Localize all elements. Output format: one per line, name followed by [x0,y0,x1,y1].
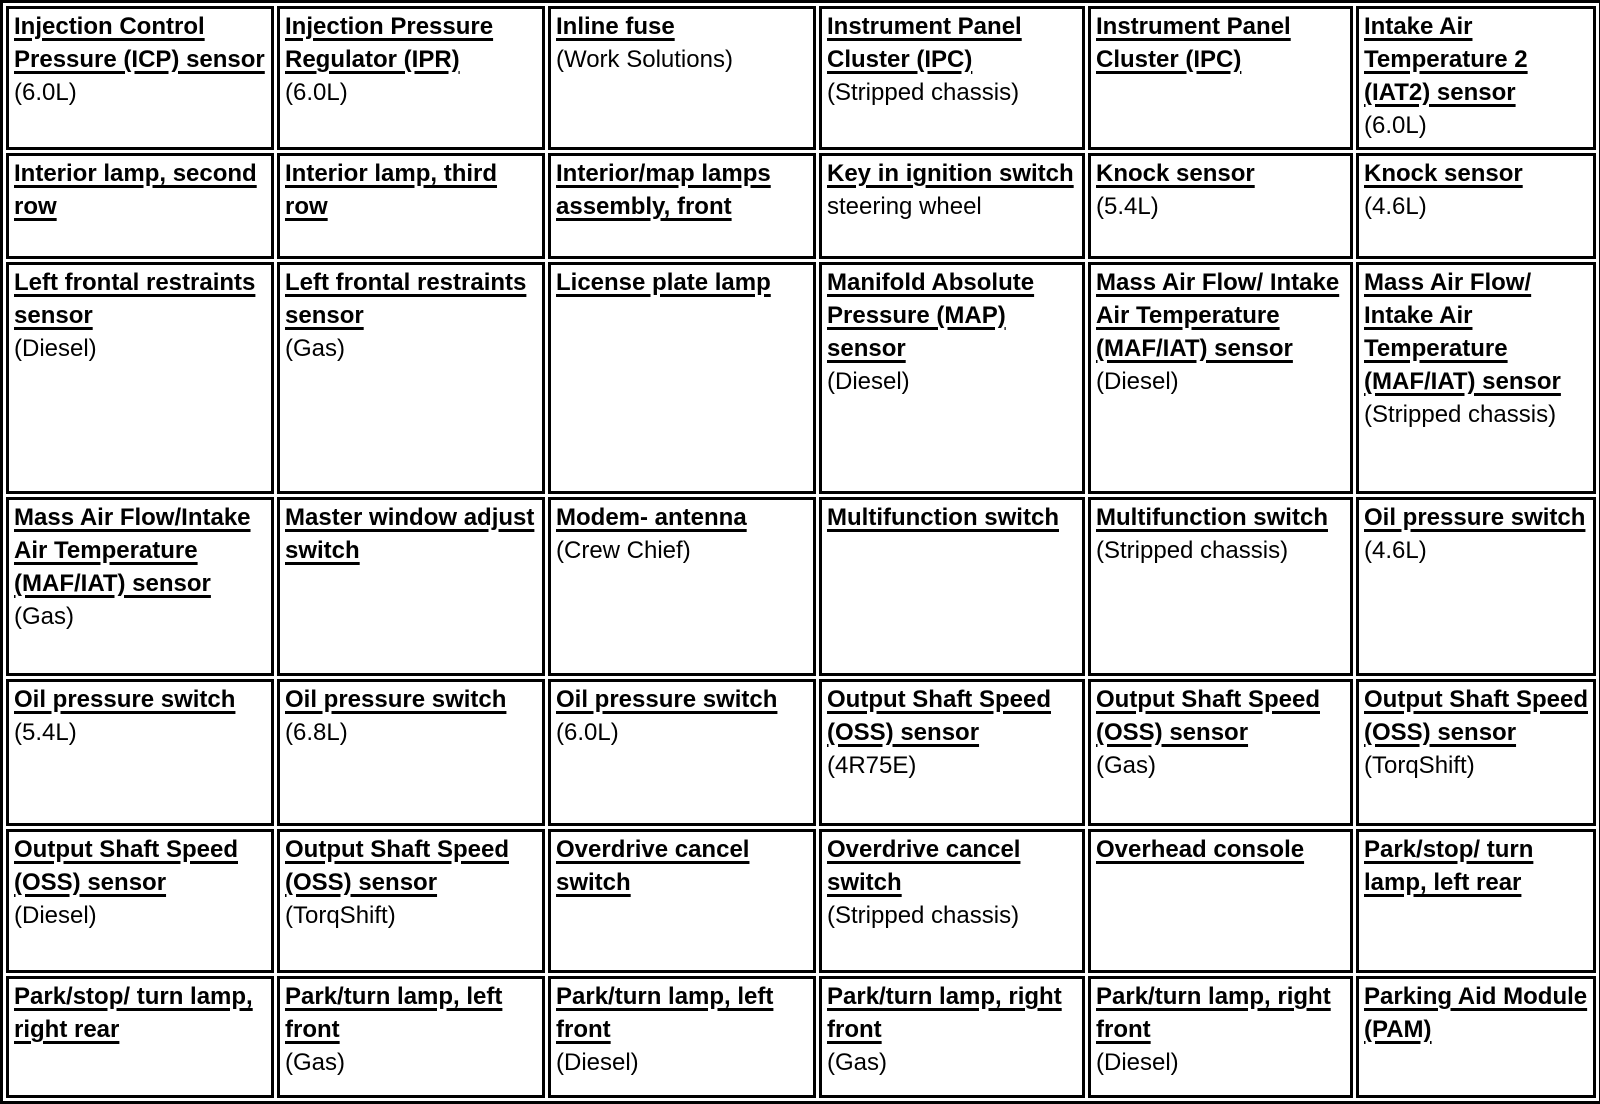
component-note: (Stripped chassis) [827,902,1020,929]
component-note: (TorqShift) [285,902,396,929]
table-cell [6,679,274,826]
component-note: (Gas) [827,1049,887,1076]
table-row [6,153,1596,259]
component-link[interactable]: Output Shaft Speed (OSS) sensor [1364,686,1588,746]
component-link[interactable]: Multifunction switch [1096,504,1328,531]
table-row [6,976,1596,1098]
component-link[interactable]: Interior/map lamps assembly, front [556,160,771,220]
component-link[interactable]: License plate lamp [556,269,771,296]
table-cell [819,679,1085,826]
table-cell [1088,153,1353,259]
table-cell [6,976,274,1098]
component-link[interactable]: Parking Aid Module (PAM) [1364,983,1588,1043]
component-link[interactable]: Intake Air Temperature 2 (IAT2) sensor [1364,13,1528,106]
component-link[interactable]: Overdrive cancel switch [827,836,1021,896]
component-link[interactable]: Output Shaft Speed (OSS) sensor [827,686,1051,746]
component-note: (Gas) [285,335,345,362]
component-link[interactable]: Inline fuse [556,13,675,40]
component-link[interactable]: Interior lamp, third row [285,160,498,220]
component-note: (Diesel) [556,1049,639,1076]
table-cell [819,829,1085,973]
component-note: (5.4L) [14,719,77,746]
component-note: (4.6L) [1364,537,1427,564]
table-cell [548,6,816,150]
table-row [6,262,1596,494]
component-link[interactable]: Park/stop/ turn lamp, left rear [1364,836,1534,896]
component-note: (4R75E) [827,752,917,779]
table-cell [819,6,1085,150]
component-index-body [6,6,1596,1098]
table-cell [548,829,816,973]
table-cell [1356,829,1596,973]
component-note: steering wheel [827,193,982,220]
table-cell [1088,976,1353,1098]
component-note: (Gas) [14,603,74,630]
table-cell [277,497,545,676]
table-cell [1088,679,1353,826]
table-cell [6,829,274,973]
component-note: (Gas) [285,1049,345,1076]
component-note: (6.0L) [556,719,619,746]
table-cell [819,976,1085,1098]
component-link[interactable]: Park/stop/ turn lamp, right rear [14,983,253,1043]
component-link[interactable]: Mass Air Flow/ Intake Air Temperature (MAF/IAT) sensor [1364,269,1561,395]
table-cell [1356,679,1596,826]
component-link[interactable]: Manifold Absolute Pressure (MAP) sensor [827,269,1035,362]
component-link[interactable]: Park/turn lamp, left front [285,983,503,1043]
component-link[interactable]: Park/turn lamp, left front [556,983,774,1043]
component-link[interactable]: Knock sensor [1096,160,1255,187]
component-link[interactable]: Overhead console [1096,836,1305,863]
table-row [6,829,1596,973]
component-link[interactable]: Modem- antenna [556,504,747,531]
table-cell [819,497,1085,676]
table-cell [1356,153,1596,259]
table-cell [548,976,816,1098]
component-link[interactable]: Interior lamp, second row [14,160,257,220]
table-cell [1088,6,1353,150]
component-link[interactable]: Oil pressure switch [1364,504,1586,531]
table-cell [548,153,816,259]
component-note: (4.6L) [1364,193,1427,220]
component-note: (6.8L) [285,719,348,746]
component-note: (6.0L) [14,79,77,106]
table-cell [819,153,1085,259]
table-cell [277,153,545,259]
table-cell [1356,976,1596,1098]
component-note: (Diesel) [827,368,910,395]
component-link[interactable]: Instrument Panel Cluster (IPC) [827,13,1022,73]
component-link[interactable]: Output Shaft Speed (OSS) sensor [14,836,238,896]
component-note: (Stripped chassis) [1364,401,1557,428]
table-cell [1088,829,1353,973]
table-row [6,497,1596,676]
table-cell [6,153,274,259]
component-link[interactable]: Oil pressure switch [285,686,507,713]
component-link[interactable]: Park/turn lamp, right front [827,983,1062,1043]
table-cell [277,829,545,973]
component-note: (Stripped chassis) [1096,537,1289,564]
table-cell [277,6,545,150]
component-note: (Diesel) [14,335,97,362]
component-note: (6.0L) [285,79,348,106]
component-note: (Diesel) [1096,368,1179,395]
component-note: (5.4L) [1096,193,1159,220]
component-link[interactable]: Injection Control Pressure (ICP) sensor [14,13,265,73]
component-note: (Crew Chief) [556,537,691,564]
table-cell [1088,262,1353,494]
component-link[interactable]: Multifunction switch [827,504,1059,531]
component-note: (Diesel) [1096,1049,1179,1076]
component-link[interactable]: Left frontal restraints sensor [285,269,527,329]
component-link[interactable]: Key in ignition switch [827,160,1074,187]
component-link[interactable]: Injection Pressure Regulator (IPR) [285,13,494,73]
component-link[interactable]: Master window adjust switch [285,504,535,564]
table-cell [1088,497,1353,676]
component-link[interactable]: Output Shaft Speed (OSS) sensor [1096,686,1320,746]
component-link[interactable]: Oil pressure switch [14,686,236,713]
table-cell [1356,262,1596,494]
table-cell [6,497,274,676]
table-row [6,6,1596,150]
table-cell [277,679,545,826]
component-link[interactable]: Oil pressure switch [556,686,778,713]
table-cell [548,497,816,676]
component-link[interactable]: Instrument Panel Cluster (IPC) [1096,13,1291,73]
component-link[interactable]: Mass Air Flow/Intake Air Temperature (MAF/IAT) sensor [14,504,251,597]
component-link[interactable]: Left frontal restraints sensor [14,269,256,329]
component-link[interactable]: Mass Air Flow/ Intake Air Temperature (MAF/IAT) sensor [1096,269,1340,362]
table-cell [6,262,274,494]
component-link[interactable]: Overdrive cancel switch [556,836,750,896]
component-link[interactable]: Park/turn lamp, right front [1096,983,1331,1043]
table-row [6,679,1596,826]
table-cell [277,976,545,1098]
table-cell [819,262,1085,494]
component-note: (Work Solutions) [556,46,733,73]
table-cell [277,262,545,494]
table-cell [548,262,816,494]
component-note: (TorqShift) [1364,752,1475,779]
component-note: (Gas) [1096,752,1156,779]
component-note: (Stripped chassis) [827,79,1020,106]
component-link[interactable]: Knock sensor [1364,160,1523,187]
component-note: (6.0L) [1364,112,1427,139]
table-cell [1356,6,1596,150]
table-cell [6,6,274,150]
component-link[interactable]: Output Shaft Speed (OSS) sensor [285,836,509,896]
table-cell [1356,497,1596,676]
component-note: (Diesel) [14,902,97,929]
table-cell [548,679,816,826]
